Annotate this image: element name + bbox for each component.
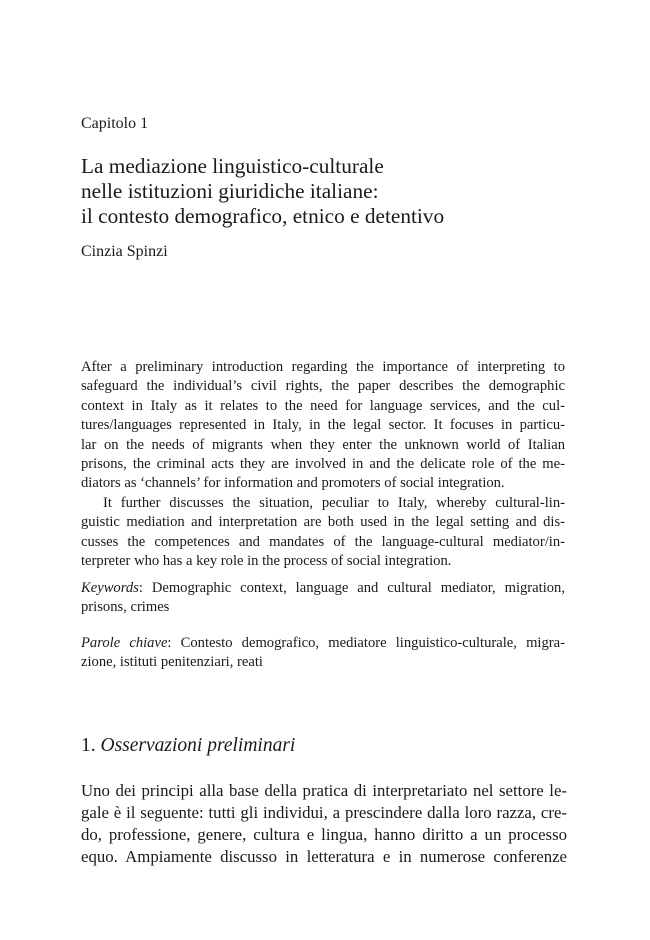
body-paragraph <box>81 780 567 868</box>
keywords-line <box>81 579 565 598</box>
keywords <box>81 579 565 618</box>
abstract-line: diators as ‘channels’ for information and promoters of social integration. <box>81 475 505 492</box>
abstract-line: cusses the competences and mandates of the language-cultural mediator/in- <box>81 533 565 550</box>
abstract-line: context in Italy as it relates to the need for language services, and the cul- <box>81 397 565 414</box>
section-number: 1. <box>81 735 96 756</box>
parole-chiave-line: zione, istituti penitenziari, reati <box>81 654 263 671</box>
abstract-line: terpreter who has a key role in the process of social integration. <box>81 553 452 570</box>
body-line: Uno dei principi alla base della pratica di interpretariato nel settore le- <box>81 781 567 800</box>
abstract-line: guistic mediation and interpretation are both used in the legal setting and dis- <box>81 514 565 531</box>
body-line: do, professione, genere, cultura e lingua, hanno diritto a un processo <box>81 825 567 844</box>
chapter-title <box>81 154 444 229</box>
chapter-title-line: nelle istituzioni giuridiche italiane: <box>81 179 379 203</box>
abstract-line: After a preliminary introduction regarding the importance of interpreting to <box>81 359 565 375</box>
section-title: Osservazioni preliminari <box>100 735 296 756</box>
abstract-line: lar on the needs of migrants when they enter the unknown world of Italian <box>81 436 565 453</box>
author-name: Cinzia Spinzi <box>81 243 168 260</box>
chapter-title-line: il contesto demografico, etnico e detentivo <box>81 204 445 228</box>
abstract-line: It further discusses the situation, peculiar to Italy, whereby cultural-lin- <box>103 494 565 511</box>
abstract-line: prisons, the criminal acts they are involved in and the delicate role of the me- <box>81 456 565 473</box>
body-line: gale è il seguente: tutti gli individui, a prescindere dalla loro razza, cre- <box>81 803 567 822</box>
chapter-label: Capitolo 1 <box>81 115 149 132</box>
chapter-title-line: La mediazione linguistico-culturale <box>81 154 384 178</box>
keywords-line: prisons, crimes <box>81 599 170 616</box>
abstract <box>81 358 565 571</box>
body-line: equo. Ampiamente discusso in letteratura e in numerose conferenze <box>81 847 567 866</box>
parole-chiave <box>81 634 565 673</box>
section-heading <box>81 735 295 757</box>
parole-chiave-line <box>81 634 565 653</box>
parole-chiave-label: Parole chiave <box>81 635 168 651</box>
keywords-text: : Demographic context, language and cultural mediator, migration, <box>138 580 565 596</box>
abstract-line: tures/languages represented in Italy, in the legal sector. It focuses in particu- <box>81 417 565 434</box>
abstract-line: safeguard the individual’s civil rights, the paper describes the demographic <box>81 378 565 395</box>
keywords-label: Keywords <box>81 580 139 596</box>
parole-chiave-text: : Contesto demografico, mediatore linguistico-culturale, migra- <box>167 635 565 651</box>
